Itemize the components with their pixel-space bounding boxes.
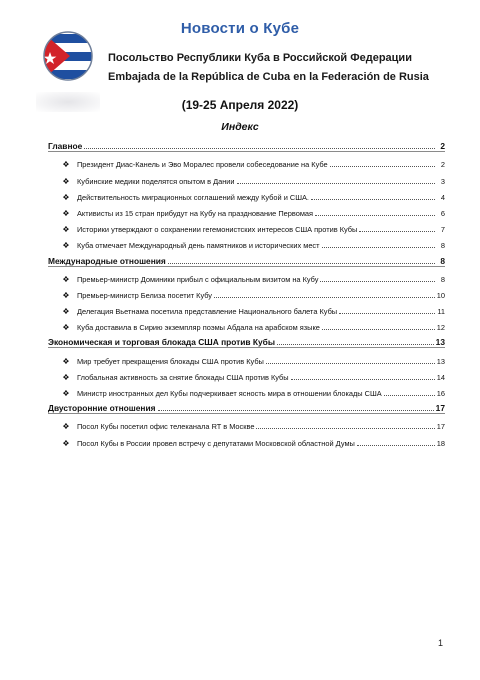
toc-item[interactable] [48, 202, 445, 218]
item-title: Куба отмечает Международный день памятников и исторических мест [77, 241, 320, 251]
page-ref: 8 [440, 274, 445, 284]
page-ref: 10 [436, 290, 445, 300]
toc-item[interactable] [48, 382, 445, 398]
page-ref: 2 [440, 141, 445, 152]
toc-section[interactable] [48, 136, 445, 152]
diamond-bullet-icon: ❖ [62, 176, 70, 186]
dot-leader [330, 165, 435, 167]
page-ref: 17 [435, 403, 445, 414]
dot-leader [315, 214, 435, 216]
embassy-name-ru: Посольство Республики Куба в Российской Федерации [108, 52, 412, 64]
toc-item[interactable] [48, 218, 445, 234]
item-title: Действительность миграционных соглашений между Кубой и США. [77, 192, 309, 202]
dot-leader [158, 409, 434, 411]
toc-item[interactable] [48, 234, 445, 250]
page-ref: 11 [437, 307, 445, 317]
page-ref: 4 [440, 192, 445, 202]
dot-leader [168, 262, 435, 264]
item-title: Активисты из 15 стран прибудут на Кубу на празднование Первомая [77, 208, 314, 218]
page-ref: 8 [440, 241, 445, 251]
item-title: Посол Кубы в России провел встречу с депутатами Московской областной Думы [77, 438, 355, 448]
diamond-bullet-icon: ❖ [62, 307, 70, 317]
dot-leader [322, 328, 435, 330]
dot-leader [291, 378, 435, 380]
toc-item[interactable] [48, 186, 445, 202]
index-heading: Индекс [221, 121, 259, 133]
diamond-bullet-icon: ❖ [62, 274, 70, 284]
page-ref: 2 [440, 160, 445, 170]
diamond-bullet-icon: ❖ [62, 422, 70, 432]
page-ref: 18 [436, 438, 445, 448]
diamond-bullet-icon: ❖ [62, 192, 70, 202]
dot-leader [359, 230, 435, 232]
toc-item[interactable] [48, 169, 445, 185]
toc-item[interactable] [48, 415, 445, 431]
page-ref: 16 [436, 389, 445, 398]
diamond-bullet-icon: ❖ [62, 389, 70, 398]
diamond-bullet-icon: ❖ [62, 208, 70, 218]
page-ref: 6 [440, 208, 445, 218]
table-of-contents [48, 136, 445, 448]
page-ref: 8 [440, 255, 445, 266]
item-title: Премьер-министр Белиза посетит Кубу [77, 290, 212, 300]
page-ref: 7 [440, 225, 445, 235]
toc-item[interactable] [48, 153, 445, 169]
toc-item[interactable] [48, 300, 445, 316]
page-number: 1 [437, 638, 443, 648]
dot-leader [256, 427, 434, 429]
diamond-bullet-icon: ❖ [62, 160, 70, 170]
section-title: Экономическая и торговая блокада США против Кубы [48, 337, 275, 348]
page-ref: 17 [436, 422, 445, 432]
toc-item[interactable] [48, 316, 445, 332]
diamond-bullet-icon: ❖ [62, 323, 70, 333]
section-title: Главное [48, 141, 83, 152]
dot-leader [84, 147, 435, 149]
dot-leader [214, 296, 435, 298]
embassy-name-es: Embajada de la República de Cuba en la Federación de Rusia [108, 71, 429, 83]
item-title: Президент Диас-Канель и Эво Моралес провели собеседование на Кубе [77, 160, 328, 170]
page-ref: 14 [436, 372, 445, 382]
date-range: (19-25 Апреля 2022) [181, 98, 299, 112]
cuban-flag-logo [40, 28, 96, 84]
section-title: Двусторонние отношения [48, 403, 156, 414]
diamond-bullet-icon: ❖ [62, 438, 70, 448]
dot-leader [266, 362, 435, 364]
toc-section[interactable] [48, 398, 445, 414]
diamond-bullet-icon: ❖ [62, 372, 70, 382]
toc-item[interactable] [48, 284, 445, 300]
toc-item[interactable] [48, 268, 445, 284]
item-title: Кубинские медики поделятся опытом в Дании [77, 176, 235, 186]
diamond-bullet-icon: ❖ [62, 225, 70, 235]
page-ref: 12 [436, 323, 445, 333]
diamond-bullet-icon: ❖ [62, 290, 70, 300]
dot-leader [311, 198, 435, 200]
item-title: Историки утверждают о сохранении гегемонистских интересов США против Кубы [77, 225, 358, 235]
toc-section[interactable] [48, 250, 445, 266]
item-title: Премьер-министр Доминики прибыл с официальным визитом на Кубу [77, 274, 319, 284]
document-title: Новости о Кубе [180, 20, 300, 37]
page-ref: 13 [435, 337, 445, 348]
dot-leader [320, 280, 435, 282]
toc-section[interactable] [48, 332, 445, 348]
dot-leader [322, 246, 435, 248]
item-title: Посол Кубы посетил офис телеканала RT в Москве [77, 422, 255, 432]
toc-item[interactable] [48, 431, 445, 447]
item-title: Министр иностранных дел Кубы подчеркивает ясность мира в отношении блокады США [77, 389, 382, 398]
item-title: Делегация Вьетнама посетила представление Национального балета Кубы [77, 307, 338, 317]
page-ref: 3 [440, 176, 445, 186]
item-title: Мир требует прекращения блокады США против Кубы [77, 356, 264, 366]
dot-leader [384, 394, 435, 396]
diamond-bullet-icon: ❖ [62, 356, 70, 366]
item-title: Куба доставила в Сирию экземпляр поэмы Абдала на арабском языке [77, 323, 320, 333]
diamond-bullet-icon: ❖ [62, 241, 70, 251]
page-ref: 13 [436, 356, 445, 366]
dot-leader [237, 182, 435, 184]
toc-item[interactable] [48, 366, 445, 382]
item-title: Глобальная активность за снятие блокады США против Кубы [77, 372, 289, 382]
section-title: Международные отношения [48, 255, 166, 266]
dot-leader [277, 343, 434, 345]
dot-leader [357, 444, 435, 446]
dot-leader [339, 312, 435, 314]
toc-item[interactable] [48, 349, 445, 365]
